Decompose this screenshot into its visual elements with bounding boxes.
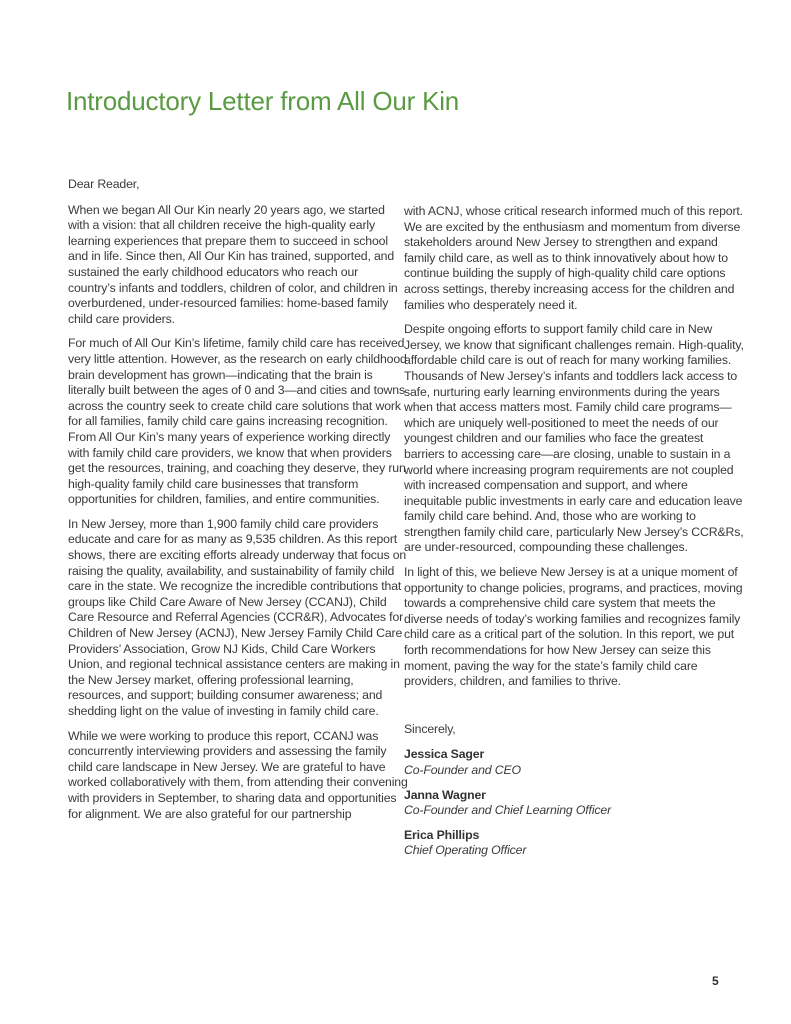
signature-block [404, 747, 744, 778]
letter-right-column [404, 204, 744, 868]
page-number: 5 [712, 974, 719, 988]
letter-paragraph: Despite ongoing efforts to support family child care in New Jersey, we know that significant challenges remain. High-quality, affordable child care is out of reach for many working families. Thousands of New Jersey’s infants and toddlers lack access to safe, nurturing early learning environments during the years when that access matters most. Family child care programs—which are uniquely well-positioned to meet the needs of our youngest children and our families who face the greatest barriers to accessing care—are closing, unable to sustain in a world where increasing program requirements are not coupled with increased compensation and support, and where inequitable public investments in early care and education leave family child care behind. And, those who are working to strengthen family child care, particularly New Jersey’s CCR&Rs, are under-resourced, compounding these challenges. [404, 322, 744, 555]
signatory-name: Jessica Sager [404, 747, 485, 762]
signatory-role: Co-Founder and CEO [404, 763, 521, 777]
letter-paragraph: While we were working to produce this report, CCANJ was concurrently interviewing providers and assessing the family child care landscape in New Jersey. We are grateful to have worked collaboratively with them, from attending their convening with providers in September, to sharing data and opportunities for alignment. We are also grateful for our partnership [68, 728, 408, 821]
letter-paragraph: In New Jersey, more than 1,900 family child care providers educate and care for as many as 9,535 children. As this report shows, there are exciting efforts already underway that focus on raising the quality, availability, and sustainability of family child care in the state. We recognize the incredible contributions that groups like Child Care Aware of New Jersey (CCANJ), Child Care Resource and Referral Agencies (CCR&R), Advocates for Children of New Jersey (ACNJ), New Jersey Family Child Care Providers’ Association, Grow NJ Kids, Child Care Workers Union, and regional technical assistance centers are making in the New Jersey market, offering professional learning, resources, and support; building consumer awareness; and shedding light on the value of investing in family child care. [68, 516, 407, 718]
signatory-name: Erica Phillips [404, 827, 480, 842]
letter-paragraph: In light of this, we believe New Jersey is at a unique moment of opportunity to change policies, programs, and practices, moving towards a comprehensive child care system that meets the diverse needs of today’s working families and recognizes family child care as a critical part of the solution. In this report, we put forth recommendations for how New Jersey can seize this moment, paving the way for the state’s family child care providers, children, and families to thrive. [404, 565, 743, 689]
signature-block [404, 788, 744, 819]
letter-paragraph: For much of All Our Kin’s lifetime, family child care has received very little attention. However, as the research on early childhood brain development has grown—indicating that the brain is literally built between the ages of 0 and 3—and cities and towns across the country seek to create child care solutions that work for all families, family child care gains increasing recognition. From All Our Kin’s many years of experience working directly with family child care providers, we know that when providers get the resources, training, and coaching they deserve, they run high-quality family child care businesses that transform opportunities for children, families, and entire communities. [68, 336, 407, 507]
letter-left-column [68, 177, 408, 831]
signatory-role: Co-Founder and Chief Learning Officer [404, 803, 612, 818]
signatory-name: Janna Wagner [404, 787, 486, 802]
signatory-role: Chief Operating Officer [404, 843, 527, 858]
closing: Sincerely, [404, 721, 456, 736]
letter-paragraph: with ACNJ, whose critical research informed much of this report. We are excited by the enthusiasm and momentum from diverse stakeholders around New Jersey to strengthen and expand family child care, as well as to think innovatively about how to continue building the supply of high-quality child care options across settings, thereby increasing access for the children and families who desperately need it. [404, 204, 743, 312]
signature-block [404, 828, 744, 859]
letter-paragraph: When we began All Our Kin nearly 20 years ago, we started with a vision: that all children receive the high-quality early learning experiences that prepare them to succeed in school and in life. Since then, All Our Kin has trained, supported, and sustained the early childhood educators who reach our country’s infants and toddlers, children of color, and children in overburdened, under-resourced families: home-based family child care providers. [68, 202, 398, 326]
salutation: Dear Reader, [68, 177, 140, 191]
page-title: Introductory Letter from All Our Kin [66, 86, 460, 116]
